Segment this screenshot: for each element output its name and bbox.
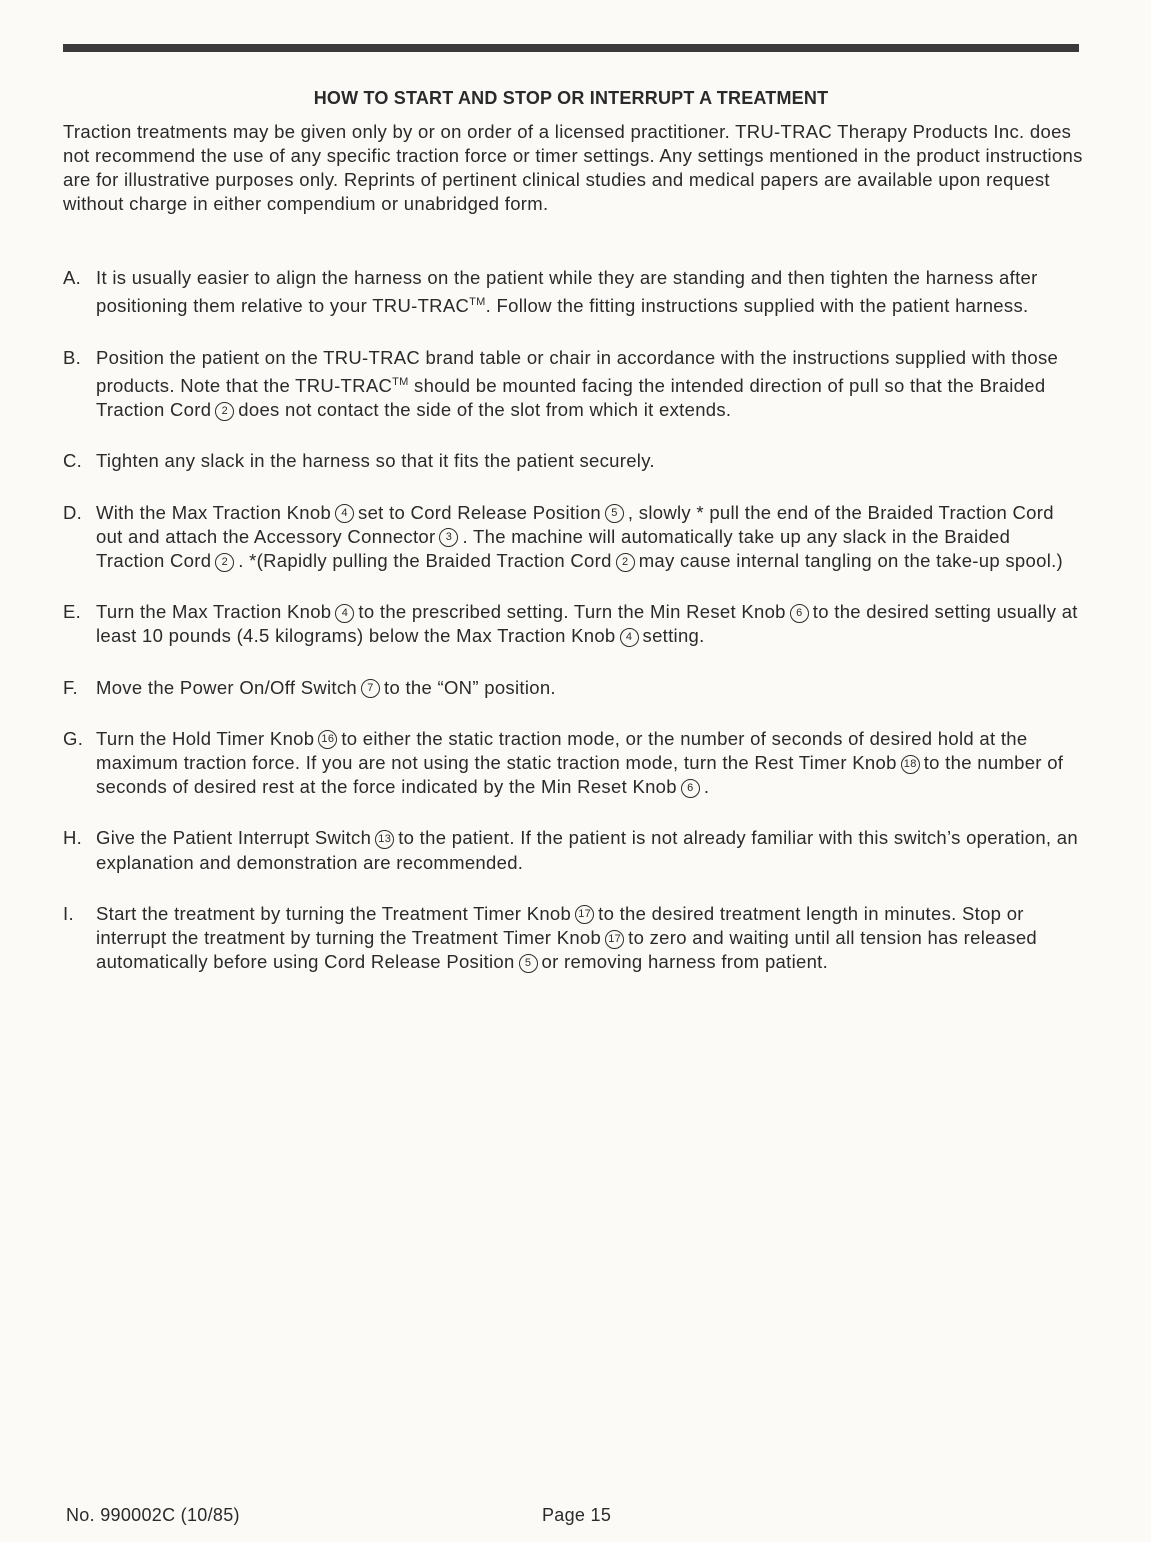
step-text-segment: set to Cord Release Position: [358, 501, 601, 523]
step-text-segment: may cause internal tangling on the take-up spool.): [638, 549, 1064, 571]
step-letter: E.: [63, 601, 82, 623]
step-text-segment: Tighten any slack in the harness so that it fits the patient securely.: [96, 450, 655, 472]
part-number-callout: 4: [335, 604, 354, 623]
step-text-segment: Turn the Max Traction Knob: [96, 601, 332, 623]
step-letter: H.: [63, 827, 83, 849]
steps-list: [63, 266, 1083, 1001]
intro-paragraph: Traction treatments may be given only by or on order of a licensed practitioner. TRU-TRAC Therapy Products Inc. does not recommend the use of any specific traction force or timer settings. Any settings mentioned in the product instructions are for illustrative purposes only. Reprints of pertinent clinical studies and medical papers are available upon request without charge in either compendium or unabridged form.: [63, 121, 1083, 214]
part-number-callout: 2: [616, 553, 635, 572]
step-item: [63, 727, 1083, 800]
step-text: [96, 902, 1083, 975]
page-title: HOW TO START AND STOP OR INTERRUPT A TREATMENT: [313, 88, 829, 108]
step-letter: D.: [63, 501, 83, 523]
part-number-callout: 3: [439, 528, 458, 547]
step-text-segment: to the patient. If the patient is not already familiar with this switch’s operation, an explanation and demonstration are recommended.: [96, 827, 1078, 873]
step-text-segment: With the Max Traction Knob: [96, 501, 332, 523]
step-item: [63, 600, 1083, 648]
step-text-segment: does not contact the side of the slot from which it extends.: [238, 399, 732, 421]
step-text: [96, 346, 1083, 423]
step-text-segment: should be mounted facing the intended direction of pull so that the Braided Traction Cord: [96, 374, 1046, 421]
part-number-callout: 4: [335, 504, 354, 523]
step-text-segment: or removing harness from patient.: [541, 951, 829, 973]
step-text: [96, 501, 1083, 574]
document-number: No. 990002C (10/85): [66, 1505, 240, 1525]
step-text-segment: to the number of seconds of desired rest at the force indicated by the Min Reset Knob: [96, 751, 1064, 798]
part-number-callout: 17: [605, 930, 624, 949]
step-letter: C.: [63, 450, 83, 472]
step-letter: F.: [63, 676, 78, 698]
part-number-callout: 2: [215, 553, 234, 572]
step-text-segment: to the desired treatment length in minutes. Stop or interrupt the treatment by turning the Treatment Timer Knob: [96, 902, 1024, 948]
trademark-superscript: TM: [469, 296, 486, 309]
trademark-superscript: TM: [392, 375, 409, 388]
step-letter: A.: [63, 267, 82, 288]
step-text-segment: .: [703, 776, 710, 798]
step-text-segment: Move the Power On/Off Switch: [96, 676, 357, 698]
step-text-segment: Start the treatment by turning the Treatment Timer Knob: [96, 902, 572, 924]
step-text-segment: It is usually easier to align the harness on the patient while they are standing and then tighten the harness after positioning them relative to your TRU-TRAC: [96, 267, 1038, 317]
step-letter: B.: [63, 346, 82, 368]
part-number-callout: 16: [318, 730, 337, 749]
step-text-segment: Position the patient on the TRU-TRAC brand table or chair in accordance with the instructions supplied with those products. Note that the TRU-TRAC: [96, 346, 1059, 396]
part-number-callout: 5: [605, 504, 624, 523]
part-number-callout: 7: [361, 679, 380, 698]
step-item: [63, 449, 1083, 473]
step-text-segment: Give the Patient Interrupt Switch: [96, 827, 372, 849]
step-text: [96, 826, 1083, 874]
step-item: [63, 501, 1083, 574]
step-text: [96, 266, 1083, 319]
step-text-segment: to either the static traction mode, or the number of seconds of desired hold at the maximum traction force. If you are not using the static traction mode, turn the Rest Timer Knob: [96, 727, 1028, 773]
top-rule: [63, 44, 1079, 52]
step-text: [96, 449, 1083, 473]
step-item: [63, 676, 1083, 700]
step-text-segment: to the “ON” position.: [384, 676, 556, 698]
step-text-segment: setting.: [642, 625, 705, 647]
step-text: [96, 727, 1083, 800]
step-item: [63, 346, 1083, 423]
part-number-callout: 13: [375, 830, 394, 849]
step-text-segment: to the desired setting usually at least 10 pounds (4.5 kilograms) below the Max Traction Knob: [96, 601, 1078, 647]
step-text: [96, 676, 1083, 700]
part-number-callout: 17: [575, 905, 594, 924]
step-letter: I.: [63, 902, 74, 924]
step-text-segment: to zero and waiting until all tension has released automatically before using Cord Release Position: [96, 926, 1038, 973]
page-number: Page 15: [542, 1505, 612, 1525]
part-number-callout: 2: [215, 402, 234, 421]
step-text: [96, 600, 1083, 648]
step-text-segment: . Follow the fitting instructions supplied with the patient harness.: [485, 295, 1029, 317]
part-number-callout: 6: [681, 779, 700, 798]
step-letter: G.: [63, 727, 84, 749]
step-text-segment: , slowly * pull the end of the Braided Traction Cord out and attach the Accessory Connector: [96, 501, 1054, 547]
step-text-segment: . *(Rapidly pulling the Braided Traction Cord: [238, 549, 612, 571]
step-item: [63, 902, 1083, 975]
step-item: [63, 826, 1083, 874]
part-number-callout: 18: [901, 755, 920, 774]
step-item: [63, 266, 1083, 319]
part-number-callout: 4: [620, 628, 639, 647]
step-text-segment: Turn the Hold Timer Knob: [96, 727, 315, 749]
step-text-segment: to the prescribed setting. Turn the Min Reset Knob: [358, 601, 786, 623]
step-text-segment: . The machine will automatically take up any slack in the Braided Traction Cord: [96, 525, 1011, 571]
part-number-callout: 6: [790, 604, 809, 623]
part-number-callout: 5: [519, 954, 538, 973]
